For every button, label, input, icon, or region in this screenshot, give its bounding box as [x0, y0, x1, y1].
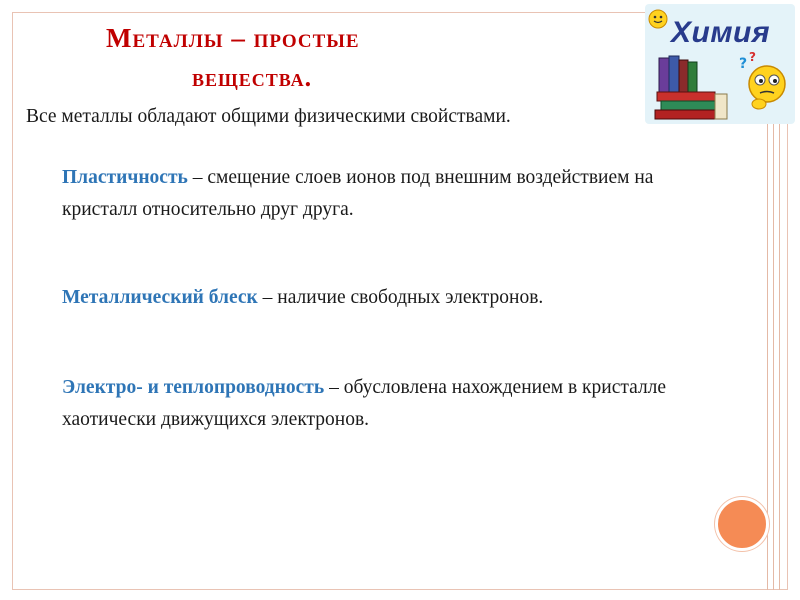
- property-separator: –: [324, 377, 344, 398]
- frame-bottom-line: [12, 589, 788, 590]
- property-metallic-luster: [62, 282, 732, 314]
- title-line-2: вещества.: [192, 63, 313, 92]
- property-description: наличие свободных электронов.: [277, 287, 544, 308]
- frame-left-line: [12, 12, 13, 590]
- property-plasticity: [62, 162, 732, 226]
- question-mark-icon: ?: [739, 56, 748, 72]
- property-separator: –: [257, 287, 278, 308]
- slide-title: [100, 18, 560, 98]
- logo-word: Химия: [671, 16, 771, 49]
- intro-text: Все металлы обладают общими физическими свойствами.: [26, 106, 511, 127]
- property-description: обусловлена нахождением в кристалле хаотически движущихся электронов.: [62, 377, 667, 430]
- title-line-1: Металлы – простые: [106, 23, 360, 53]
- decorative-circle: [715, 497, 769, 551]
- property-term: Электро- и теплопроводность: [62, 377, 325, 398]
- property-term: Пластичность: [62, 167, 188, 188]
- smiley-icon: [647, 8, 669, 30]
- property-conductivity: [62, 372, 732, 436]
- property-separator: –: [187, 167, 208, 188]
- question-mark-icon: ?: [749, 50, 756, 64]
- property-term: Металлический блеск: [62, 287, 258, 308]
- thinking-smiley-icon: [745, 62, 789, 114]
- property-description: смещение слоев ионов под внешним воздействием на кристалл относительно друг друга.: [62, 167, 654, 220]
